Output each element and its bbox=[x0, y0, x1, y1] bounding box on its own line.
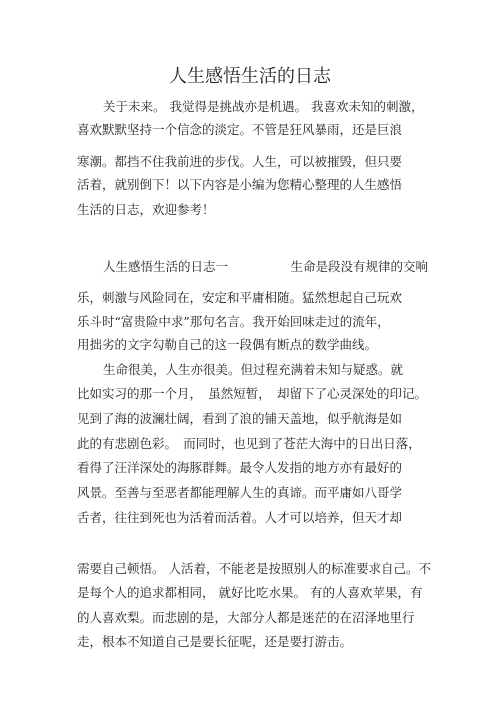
paragraph-line: 生活的日志，欢迎参考！ bbox=[77, 202, 215, 217]
paragraph-line: 的人喜欢梨。而悲剧的是，大部分人都是迷茫的在沼泽地里行 bbox=[77, 610, 415, 625]
paragraph-line: 生命很美，人生亦很美。但过程充满着未知与疑惑。就 bbox=[103, 362, 404, 377]
paragraph-line: 活着，就别倒下！以下内容是小编为您精心整理的人生感悟 bbox=[77, 177, 403, 192]
paragraph-line: 是每个人的追求都相同， 就好比吃水果。 有的人喜欢苹果，有 bbox=[77, 585, 423, 600]
page-title: 人生感悟生活的日志 bbox=[169, 66, 331, 87]
paragraph-line: 寒潮。都挡不住我前进的步伐。人生，可以被摧毁，但只要 bbox=[77, 154, 403, 169]
paragraph-line: 风景。至善与至恶者都能理解人生的真谛。而平庸如八哥学 bbox=[77, 485, 403, 500]
paragraph-line: 见到了海的波澜壮阔，看到了浪的铺天盖地，似乎航海是如 bbox=[77, 411, 403, 426]
paragraph-line: 乐，刺激与风险同在，安定和平庸相随。猛然想起自己玩欢 bbox=[77, 290, 403, 305]
paragraph-line: 舌者，往往到死也为活着而活着。人才可以培养，但天才却 bbox=[77, 510, 403, 525]
section-heading-line: 人生感悟生活的日志一 生命是段没有规律的交响 bbox=[103, 259, 429, 274]
paragraph-line: 走，根本不知道自己是要长征呢，还是要打游击。 bbox=[77, 634, 353, 649]
paragraph-line: 喜欢默默坚持一个信念的淡定。不管是狂风暴雨，还是巨浪 bbox=[77, 122, 403, 137]
paragraph-line: 看得了汪洋深处的海豚群舞。最令人发指的地方亦有最好的 bbox=[77, 460, 403, 475]
paragraph-line: 乐斗时“富贵险中求”那句名言。我开始回味走过的流年， bbox=[77, 314, 390, 329]
paragraph-line: 关于未来。 我觉得是挑战亦是机遇。 我喜欢未知的刺激， bbox=[103, 99, 424, 114]
paragraph-line: 需要自己顿悟。 人活着，不能老是按照别人的标准要求自己。不 bbox=[77, 561, 431, 576]
paragraph-line: 此的有悲剧色彩。 而同时，也见到了苍茫大海中的日出日落， bbox=[77, 436, 421, 451]
paragraph-line: 比如实习的那一个月， 虽然短暂， 却留下了心灵深处的印记。 bbox=[77, 386, 428, 401]
paragraph-line: 用拙劣的文字勾勒自己的这一段偶有断点的数学曲线。 bbox=[77, 337, 378, 352]
